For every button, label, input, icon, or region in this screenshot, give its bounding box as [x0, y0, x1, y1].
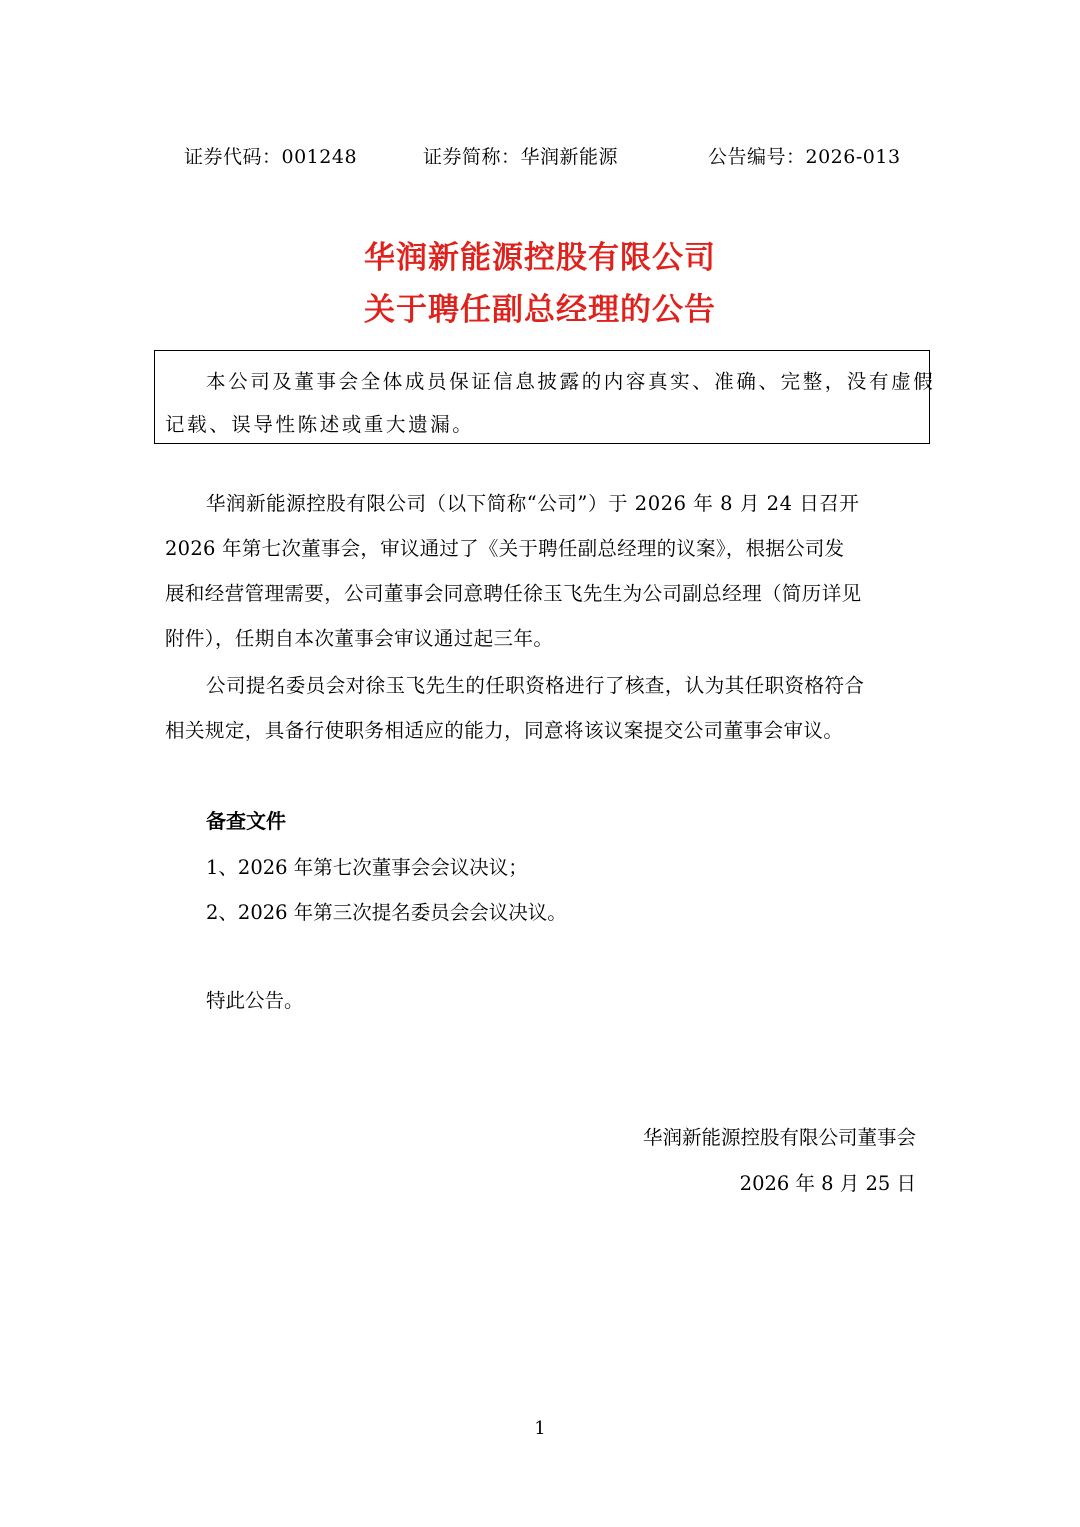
security-short-name: 证券简称：华润新能源 — [423, 146, 619, 168]
reference-documents-heading: 备查文件 — [206, 809, 286, 833]
disclosure-notice-line: 本公司及董事会全体成员保证信息披露的内容真实、准确、完整，没有虚假 — [206, 370, 936, 393]
signature-date: 2026 年 8 月 25 日 — [739, 1172, 916, 1195]
paragraph-line: 华润新能源控股有限公司（以下简称“公司”）于 2026 年 8 月 24 日召开 — [206, 492, 860, 515]
paragraph-line: 展和经营管理需要，公司董事会同意聘任徐玉飞先生为公司副总经理（简历详见 — [165, 582, 862, 605]
disclosure-notice-line: 记载、误导性陈述或重大遗漏。 — [165, 413, 475, 436]
paragraph-line: 公司提名委员会对徐玉飞先生的任职资格进行了核查，认为其任职资格符合 — [206, 674, 865, 697]
paragraph-line: 相关规定，具备行使职务相适应的能力，同意将该议案提交公司董事会审议。 — [165, 719, 844, 742]
title-company: 华润新能源控股有限公司 — [364, 240, 716, 276]
security-code: 证券代码：001248 — [184, 146, 358, 168]
title-subject: 关于聘任副总经理的公告 — [364, 292, 716, 328]
paragraph-line: 2026 年第七次董事会，审议通过了《关于聘任副总经理的议案》，根据公司发 — [165, 537, 845, 560]
closing-statement: 特此公告。 — [206, 989, 304, 1012]
signature-organization: 华润新能源控股有限公司董事会 — [642, 1126, 916, 1149]
reference-document-item: 1、2026 年第七次董事会会议决议； — [206, 856, 528, 879]
page-number: 1 — [534, 1418, 546, 1439]
reference-document-item: 2、2026 年第三次提名委员会会议决议。 — [206, 901, 567, 924]
paragraph-line: 附件），任期自本次董事会审议通过起三年。 — [165, 627, 554, 650]
announcement-number: 公告编号：2026-013 — [708, 146, 901, 168]
